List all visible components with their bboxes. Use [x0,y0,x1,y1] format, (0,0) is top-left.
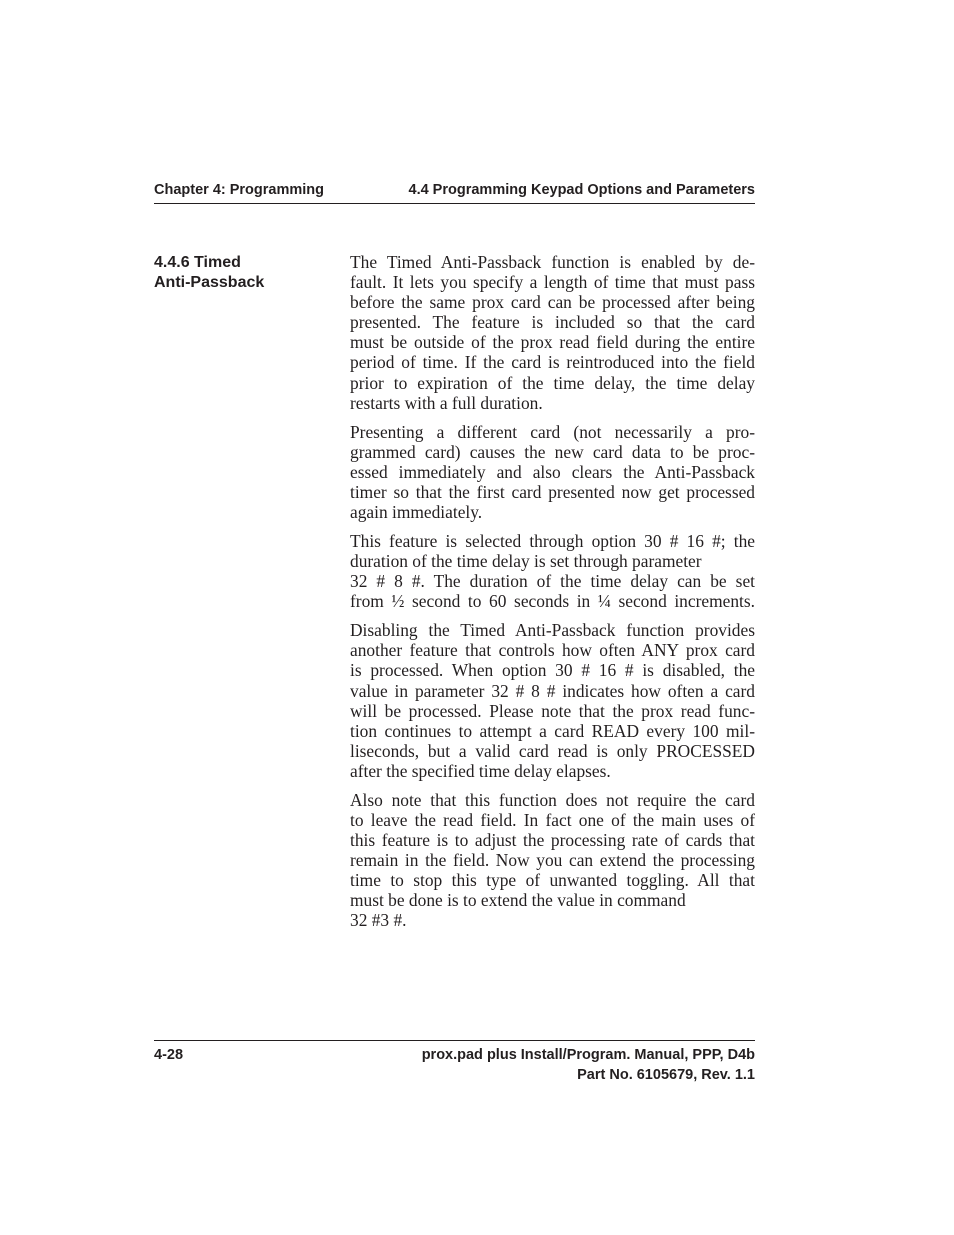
text-line: prior to expiration of the time delay, the time delay [350,372,755,393]
text-line: after the specified time delay elapses. [350,760,611,781]
text-line: 32 #3 #. [350,910,407,931]
text-line: again immediately. [350,502,483,523]
text-line: presented. The feature is included so that the card [350,312,755,333]
paragraph-different-card [350,422,755,522]
body-text [350,252,755,939]
text-line: fault. It lets you specify a length of time that must pass [350,272,755,293]
paragraph-disabling-function [350,620,755,781]
running-footer [154,1040,755,1083]
footer-part-number: Part No. 6105679, Rev. 1.1 [577,1066,755,1083]
text-line: remain in the field. Now you can extend the processing [350,850,755,871]
text-line: essed immediately and also clears the Anti-Passback [350,461,755,482]
running-header [154,181,755,204]
text-line: grammed card) causes the new card data to be proc- [350,441,755,462]
text-line: from ½ second to 60 seconds in ¼ second increments. [350,591,755,612]
text-line: is processed. When option 30 # 16 # is disabled, the [350,660,755,681]
text-line: will be processed. Please note that the prox read func- [350,700,755,721]
text-line: another feature that controls how often ANY prox card [350,640,755,661]
footer-manual-title: prox.pad plus Install/Program. Manual, PPP, D4b [421,1047,755,1063]
text-line: to leave the read field. In fact one of the main uses of [350,810,755,830]
text-line: this feature is to adjust the processing rate of cards that [350,830,755,851]
text-line: Disabling the Timed Anti-Passback function provides [350,620,755,641]
page-number: 4-28 [154,1047,184,1063]
section-heading-line-2: Anti-Passback [154,274,265,291]
text-line: Also note that this function does not require the card [350,789,755,810]
text-line: liseconds, but a valid card read is only PROCESSED [350,740,755,761]
text-line: must be done is to extend the value in command [350,890,686,911]
paragraph-option-selection [350,531,755,611]
paragraph-timed-anti-passback-intro [350,252,755,413]
paragraph-read-field-note [350,790,755,931]
text-line: tion continues to attempt a card READ every 100 mil- [350,720,755,741]
section-heading [154,253,334,293]
header-section: 4.4 Programming Keypad Options and Parameters [408,182,755,198]
text-line: This feature is selected through option 30 # 16 #; the [350,531,755,551]
text-line: restarts with a full duration. [350,392,543,413]
text-line: must be outside of the prox read field during the entire [350,332,755,353]
text-line: Presenting a different card (not necessarily a pro- [350,421,755,442]
section-heading-line-1: 4.4.6 Timed [154,254,241,271]
text-line: 32 # 8 #. The duration of the time delay can be set [350,571,755,592]
text-line: period of time. If the card is reintroduced into the field [350,352,755,373]
text-line: timer so that the first card presented now get processed [350,481,755,502]
text-line: The Timed Anti-Passback function is enabled by de- [350,252,755,272]
text-line: before the same prox card can be processed after being [350,292,755,313]
footer-document-info [422,1046,755,1085]
header-chapter: Chapter 4: Programming [154,182,324,198]
text-line: value in parameter 32 # 8 # indicates how often a card [350,680,755,701]
text-line: time to stop this type of unwanted toggling. All that [350,870,755,891]
text-line: duration of the time delay is set through parameter [350,551,702,572]
